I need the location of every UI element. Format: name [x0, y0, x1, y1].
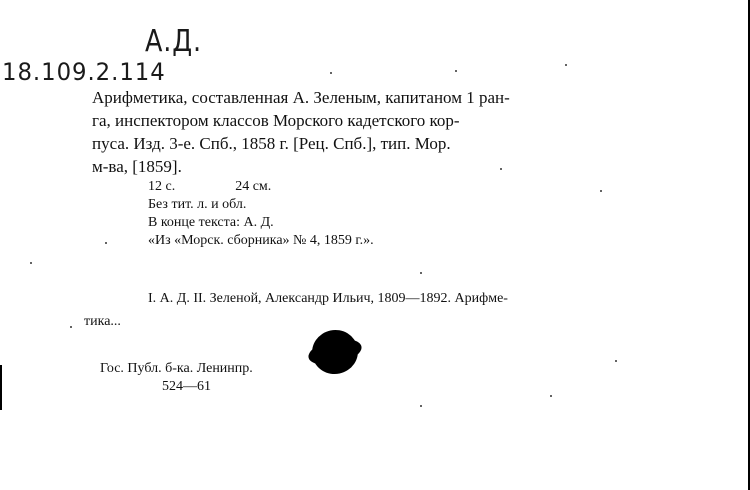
- speck: [615, 360, 617, 362]
- speck: [455, 70, 457, 72]
- speck: [565, 64, 567, 66]
- note-end-text: В конце текста: А. Д.: [148, 215, 274, 230]
- speck: [600, 190, 602, 192]
- ink-stamp: [308, 326, 362, 379]
- note-source: «Из «Морск. сборника» № 4, 1859 г.».: [148, 233, 374, 248]
- physical-description: [148, 178, 374, 250]
- library-imprint: [100, 360, 253, 396]
- shelfmark: 18.109.2.114: [2, 58, 166, 86]
- speck: [500, 168, 502, 170]
- tracing-line: I. А. Д. II. Зеленой, Александр Ильич, 1809—1892. Арифме-: [148, 291, 508, 306]
- pagination-row: [148, 178, 374, 196]
- speck: [420, 405, 422, 407]
- bibliographic-title: [92, 86, 652, 178]
- speck: [420, 272, 422, 274]
- speck: [70, 326, 72, 328]
- speck: [550, 395, 552, 397]
- card-number: 524—61: [162, 379, 211, 394]
- size: 24 см.: [235, 179, 272, 194]
- speck: [105, 242, 107, 244]
- title-line: Арифметика, составленная А. Зеленым, капитаном 1 ран-: [92, 88, 510, 107]
- library-name: Гос. Публ. б-ка. Ленинпр.: [100, 361, 253, 376]
- note-title-page: Без тит. л. и обл.: [148, 197, 247, 212]
- handwritten-initials: А.Д.: [145, 24, 202, 59]
- speck: [330, 72, 332, 74]
- title-line: га, инспектором классов Морского кадетского кор-: [92, 111, 460, 130]
- speck: [30, 262, 32, 264]
- title-line: м-ва, [1859].: [92, 157, 182, 176]
- card-edge-left: [0, 365, 2, 410]
- title-line: пуса. Изд. 3-е. Спб., 1858 г. [Рец. Спб.], тип. Мор.: [92, 134, 451, 153]
- pages: 12 с.: [148, 179, 176, 194]
- tracing-line-continued: тика...: [84, 314, 121, 329]
